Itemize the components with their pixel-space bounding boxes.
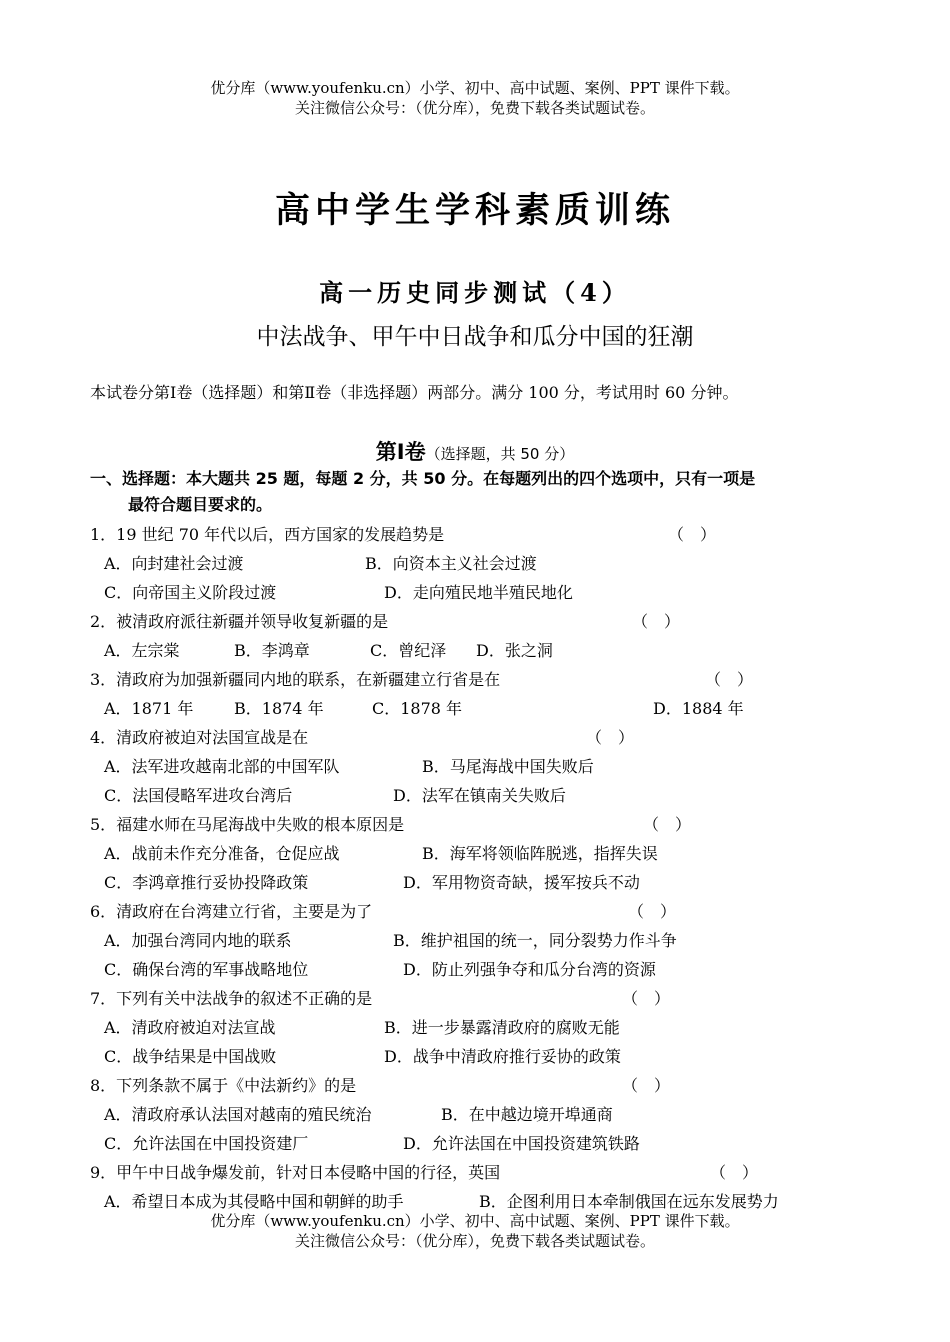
part-one-instructions [90, 466, 870, 518]
section-heading [0, 436, 950, 466]
topic-subtitle: 中法战争、甲午中日战争和瓜分中国的狂潮 [256, 324, 694, 350]
options-row [0, 578, 950, 607]
question-stem: 8．下列条款不属于《中法新约》的是 [90, 1076, 357, 1095]
question-stem: 4．清政府被迫对法国宣战是在 [90, 728, 309, 747]
question-7 [0, 984, 950, 1013]
intro-text: 本试卷分第Ⅰ卷（选择题）和第Ⅱ卷（非选择题）两部分。满分 100 分，考试用时 60 分钟。 [90, 383, 739, 402]
question-1 [0, 520, 950, 549]
options-row [0, 781, 950, 810]
question-stem: 2．被清政府派往新疆并领导收复新疆的是 [90, 612, 389, 631]
option-d: D．防止列强争夺和瓜分台湾的资源 [403, 960, 656, 979]
option-c: C．确保台湾的军事战略地位 [104, 960, 309, 979]
option-d: D．张之洞 [476, 641, 553, 660]
option-a: A．清政府被迫对法宣战 [104, 1018, 276, 1037]
question-4 [0, 723, 950, 752]
option-c: C．法国侵略军进攻台湾后 [104, 786, 293, 805]
footer-line-1: 优分库（www.youfenku.cn）小学、初中、高中试题、案例、PPT 课件下载。 [210, 1212, 740, 1230]
question-stem: 9．甲午中日战争爆发前，针对日本侵略中国的行径，英国 [90, 1163, 501, 1182]
option-b: B．海军将领临阵脱逃，指挥失误 [422, 844, 658, 863]
option-c: C．向帝国主义阶段过渡 [104, 583, 277, 602]
answer-blank: （ ） [632, 612, 681, 631]
options-row [0, 636, 950, 665]
option-a: A．加强台湾同内地的联系 [104, 931, 292, 950]
options-row [0, 1129, 950, 1158]
option-b: B．在中越边境开埠通商 [441, 1105, 613, 1124]
options-row [0, 549, 950, 578]
option-d: D．军用物资奇缺，援军按兵不动 [403, 873, 640, 892]
question-list [0, 520, 950, 1216]
options-row [0, 1100, 950, 1129]
question-stem: 3．清政府为加强新疆同内地的联系，在新疆建立行省是在 [90, 670, 501, 689]
options-row [0, 694, 950, 723]
option-c: C．曾纪泽 [370, 641, 447, 660]
option-c: C．1878 年 [372, 699, 463, 718]
answer-blank: （ ） [710, 1163, 759, 1182]
option-b: B．李鸿章 [234, 641, 310, 660]
test-subtitle: 高一历史同步测试（4） [319, 278, 631, 307]
option-b: B．1874 年 [234, 699, 324, 718]
question-3 [0, 665, 950, 694]
option-b: B．进一步暴露清政府的腐败无能 [384, 1018, 620, 1037]
question-stem: 5．福建水师在马尾海战中失败的根本原因是 [90, 815, 405, 834]
options-row [0, 1013, 950, 1042]
header-line-2: 关注微信公众号：（优分库），免费下载各类试题试卷。 [294, 99, 655, 117]
options-row [0, 752, 950, 781]
answer-blank: （ ） [705, 670, 754, 689]
option-a: A．左宗棠 [104, 641, 180, 660]
answer-blank: （ ） [586, 728, 635, 747]
options-row [0, 839, 950, 868]
page-title: 高中学生学科素质训练 [274, 191, 675, 231]
option-b: B．企图利用日本牵制俄国在远东发展势力 [479, 1192, 779, 1211]
option-a: A．希望日本成为其侵略中国和朝鲜的助手 [104, 1192, 404, 1211]
option-c: C．战争结果是中国战败 [104, 1047, 277, 1066]
option-a: A．向封建社会过渡 [104, 554, 244, 573]
option-a: A．1871 年 [104, 699, 194, 718]
option-d: D．走向殖民地半殖民地化 [384, 583, 573, 602]
options-row [0, 1042, 950, 1071]
footer-line-2: 关注微信公众号：（优分库），免费下载各类试题试卷。 [294, 1232, 655, 1250]
question-6 [0, 897, 950, 926]
question-stem: 7．下列有关中法战争的叙述不正确的是 [90, 989, 373, 1008]
option-a: A．法军进攻越南北部的中国军队 [104, 757, 340, 776]
option-a: A．战前未作充分准备，仓促应战 [104, 844, 340, 863]
option-c: C．李鸿章推行妥协投降政策 [104, 873, 309, 892]
options-row [0, 926, 950, 955]
option-b: B．维护祖国的统一，同分裂势力作斗争 [393, 931, 677, 950]
options-row [0, 955, 950, 984]
option-d: D．战争中清政府推行妥协的政策 [384, 1047, 621, 1066]
header-line-1: 优分库（www.youfenku.cn）小学、初中、高中试题、案例、PPT 课件下载。 [210, 79, 740, 97]
question-stem: 6．清政府在台湾建立行省，主要是为了 [90, 902, 373, 921]
answer-blank: （ ） [622, 989, 671, 1008]
question-2 [0, 607, 950, 636]
option-d: D．1884 年 [653, 699, 744, 718]
question-5 [0, 810, 950, 839]
options-row [0, 868, 950, 897]
option-c: C．允许法国在中国投资建厂 [104, 1134, 309, 1153]
section-title: 第Ⅰ卷 [375, 440, 426, 464]
answer-blank: （ ） [668, 525, 717, 544]
option-a: A．清政府承认法国对越南的殖民统治 [104, 1105, 372, 1124]
question-stem: 1．19 世纪 70 年代以后，西方国家的发展趋势是 [90, 525, 445, 544]
answer-blank: （ ） [628, 902, 677, 921]
answer-blank: （ ） [643, 815, 692, 834]
option-d: D．法军在镇南关失败后 [393, 786, 566, 805]
option-d: D．允许法国在中国投资建筑铁路 [403, 1134, 640, 1153]
part-one-line-2: 最符合题目要求的。 [128, 495, 273, 514]
part-one-line-1: 一、选择题：本大题共 25 题，每题 2 分，共 50 分。在每题列出的四个选项中，只有一项是 [90, 469, 756, 488]
option-b: B．马尾海战中国失败后 [422, 757, 594, 776]
question-8 [0, 1071, 950, 1100]
question-9 [0, 1158, 950, 1187]
option-b: B．向资本主义社会过渡 [365, 554, 537, 573]
answer-blank: （ ） [622, 1076, 671, 1095]
section-note: （选择题，共 50 分） [425, 445, 575, 463]
